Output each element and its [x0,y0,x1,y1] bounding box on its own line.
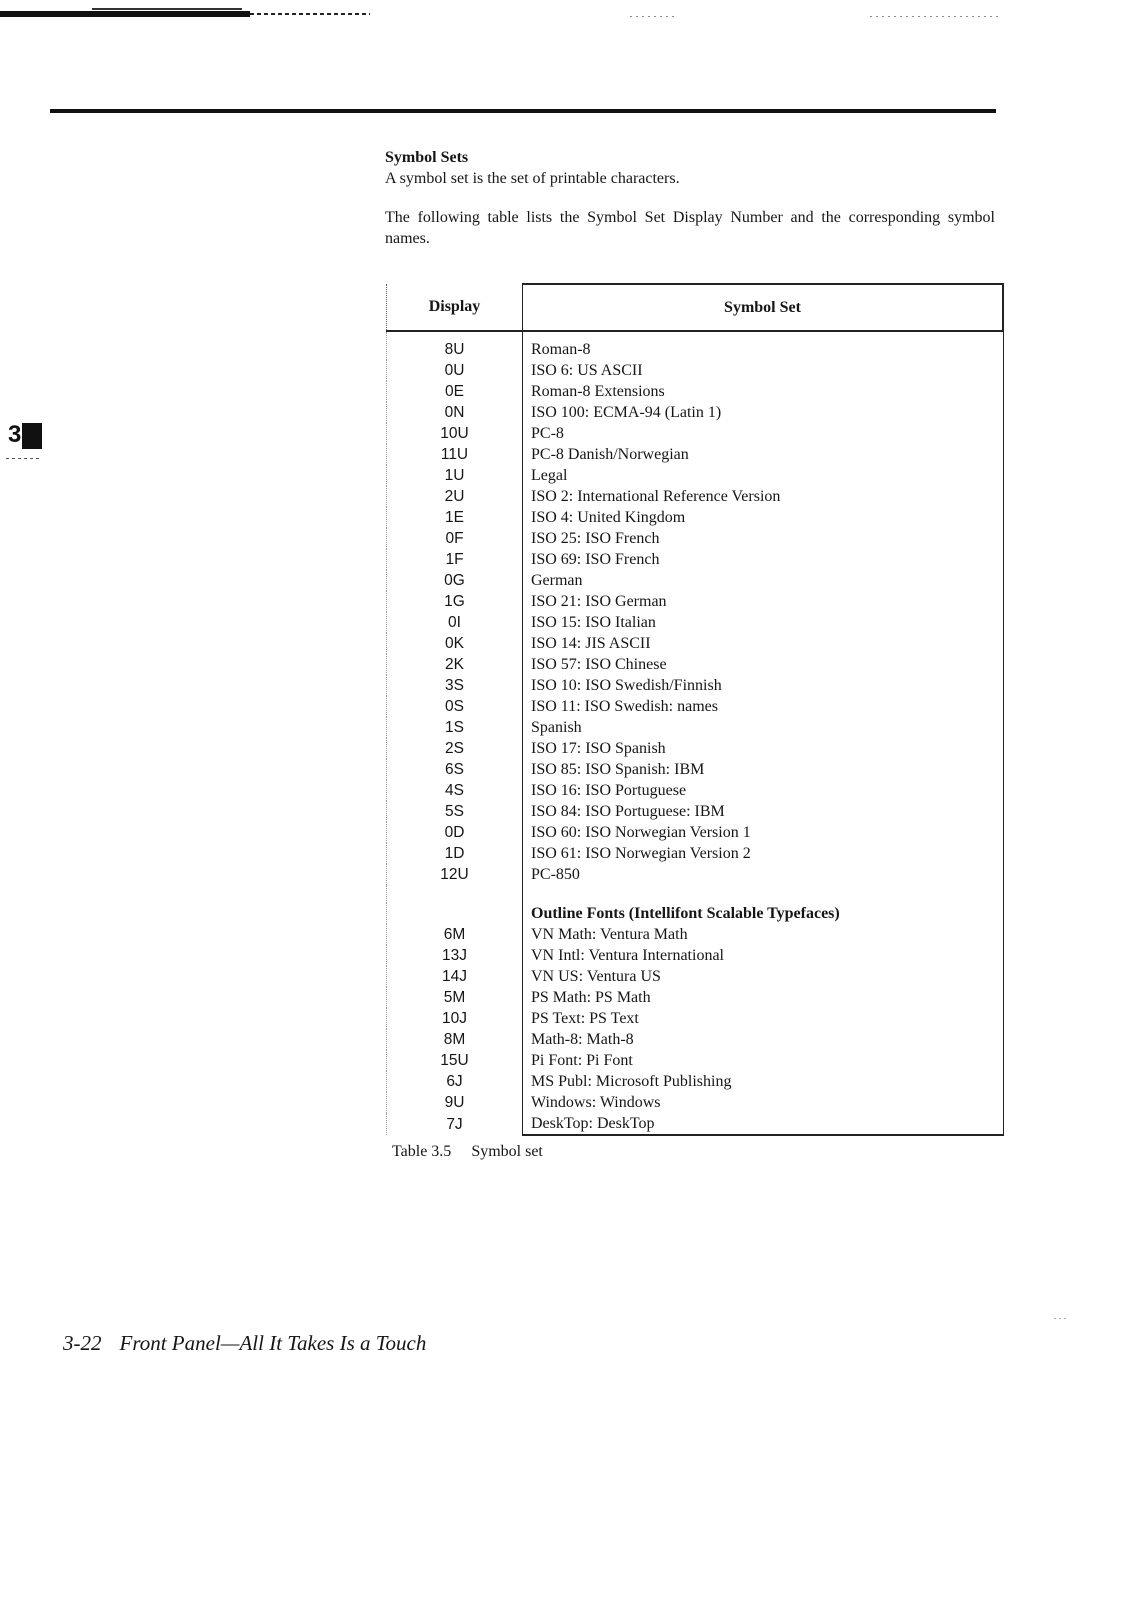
display-code: 0S [387,696,523,717]
symbol-set-name: ISO 10: ISO Swedish/Finnish [523,675,1004,696]
symbol-set-name: PS Text: PS Text [523,1008,1004,1029]
symbol-set-name: ISO 85: ISO Spanish: IBM [523,759,1004,780]
caption-label: Table 3.5 [392,1143,452,1160]
subheading-spacer [387,903,523,924]
table-row [387,331,1004,360]
display-code: 6J [387,1071,523,1092]
table-row [387,486,1004,507]
section-number: 3 [8,421,22,448]
caption-text: Symbol set [471,1143,543,1160]
header-rule [50,109,996,113]
table-row [387,864,1004,885]
section-tab-marker [6,420,46,460]
symbol-set-name: ISO 57: ISO Chinese [523,654,1004,675]
display-code: 2K [387,654,523,675]
table-row [387,759,1004,780]
display-code: 8M [387,1029,523,1050]
table-row [387,738,1004,759]
display-code: 1E [387,507,523,528]
scan-artifact-dots [630,16,675,17]
table-row [387,528,1004,549]
table-row [387,1008,1004,1029]
table-row [387,696,1004,717]
table-row [387,924,1004,945]
display-code: 13J [387,945,523,966]
symbol-set-name: Windows: Windows [523,1092,1004,1113]
symbol-set-name: ISO 11: ISO Swedish: names [523,696,1004,717]
display-code: 0F [387,528,523,549]
symbol-set-name: DeskTop: DeskTop [523,1113,1004,1135]
header-symbol-set: Symbol Set [523,284,1004,331]
symbol-set-name: ISO 17: ISO Spanish [523,738,1004,759]
table-row [387,591,1004,612]
display-code: 1D [387,843,523,864]
symbol-set-name: ISO 61: ISO Norwegian Version 2 [523,843,1004,864]
description-text: The following table lists the Symbol Set Display Number and the corresponding symbol names. [385,209,995,247]
symbol-set-name: ISO 21: ISO German [523,591,1004,612]
table-row [387,801,1004,822]
display-code: 5M [387,987,523,1008]
symbol-set-name: PC-8 Danish/Norwegian [523,444,1004,465]
symbol-set-name: ISO 4: United Kingdom [523,507,1004,528]
display-code: 6M [387,924,523,945]
display-code: 14J [387,966,523,987]
display-code: 1S [387,717,523,738]
symbol-set-name: Pi Font: Pi Font [523,1050,1004,1071]
table-row [387,381,1004,402]
display-code: 1F [387,549,523,570]
page-footer [63,1330,426,1356]
symbol-set-table [386,283,1004,1136]
display-code: 2S [387,738,523,759]
display-code: 0G [387,570,523,591]
display-code: 2U [387,486,523,507]
definition-text: A symbol set is the set of printable characters. [385,170,680,187]
symbol-set-name: MS Publ: Microsoft Publishing [523,1071,1004,1092]
display-code: 0E [387,381,523,402]
spacer-cell [523,885,1004,903]
symbol-set-name: ISO 60: ISO Norwegian Version 1 [523,822,1004,843]
table-row [387,843,1004,864]
display-code: 7J [387,1113,523,1135]
display-code: 11U [387,444,523,465]
table-header-row [387,284,1004,331]
table-row [387,549,1004,570]
symbol-set-name: PS Math: PS Math [523,987,1004,1008]
display-code: 0K [387,633,523,654]
display-code: 3S [387,675,523,696]
display-code: 5S [387,801,523,822]
display-code: 0D [387,822,523,843]
table-row [387,675,1004,696]
table-row [387,945,1004,966]
symbol-set-name: Math-8: Math-8 [523,1029,1004,1050]
display-code: 8U [387,331,523,360]
table-row [387,633,1004,654]
table-body [387,331,1004,1135]
footer-title: Front Panel—All It Takes Is a Touch [119,1331,427,1355]
table-row [387,612,1004,633]
symbol-set-name: ISO 69: ISO French [523,549,1004,570]
symbol-set-name: PC-8 [523,423,1004,444]
symbol-set-name: VN Math: Ventura Math [523,924,1004,945]
table-row [387,822,1004,843]
symbol-set-name: VN Intl: Ventura International [523,945,1004,966]
table-row [387,402,1004,423]
scan-artifact-top [0,8,370,20]
table-row [387,507,1004,528]
table-row [387,1029,1004,1050]
section-heading: Symbol Sets [385,149,469,166]
symbol-set-name: ISO 16: ISO Portuguese [523,780,1004,801]
table-row [387,1050,1004,1071]
table-row [387,966,1004,987]
display-code: 10U [387,423,523,444]
display-code: 4S [387,780,523,801]
table-row [387,1092,1004,1113]
table-row [387,465,1004,486]
table-subheading-row [387,903,1004,924]
symbol-set-name: ISO 6: US ASCII [523,360,1004,381]
display-code: 0N [387,402,523,423]
table-row [387,987,1004,1008]
intro-section [385,147,995,249]
symbol-set-name: VN US: Ventura US [523,966,1004,987]
symbol-set-name: PC-850 [523,864,1004,885]
outline-fonts-heading: Outline Fonts (Intellifont Scalable Typefaces) [523,903,1004,924]
symbol-set-name: Spanish [523,717,1004,738]
display-code: 9U [387,1092,523,1113]
symbol-set-name: ISO 15: ISO Italian [523,612,1004,633]
display-code: 6S [387,759,523,780]
display-code: 15U [387,1050,523,1071]
table-row [387,444,1004,465]
symbol-set-name: ISO 2: International Reference Version [523,486,1004,507]
page-number: 3-22 [63,1331,102,1355]
symbol-set-name: ISO 100: ECMA-94 (Latin 1) [523,402,1004,423]
table-row [387,360,1004,381]
display-code: 1G [387,591,523,612]
scan-artifact-dots [870,16,1000,17]
display-code: 0U [387,360,523,381]
header-display: Display [387,284,523,331]
symbol-set-name: German [523,570,1004,591]
table-row [387,1071,1004,1092]
symbol-set-name: Legal [523,465,1004,486]
table-row [387,1113,1004,1135]
table-row [387,570,1004,591]
symbol-set-name: ISO 25: ISO French [523,528,1004,549]
display-code: 1U [387,465,523,486]
scan-artifact-corner [1054,1318,1066,1319]
display-code: 0I [387,612,523,633]
table-row [387,423,1004,444]
symbol-set-name: ISO 84: ISO Portuguese: IBM [523,801,1004,822]
display-code: 10J [387,1008,523,1029]
table-row [387,717,1004,738]
display-code: 12U [387,864,523,885]
spacer-cell [387,885,523,903]
table-caption [392,1142,543,1162]
table-row [387,654,1004,675]
table-spacer-row [387,885,1004,903]
table-row [387,780,1004,801]
symbol-set-name: Roman-8 [523,331,1004,360]
symbol-set-name: ISO 14: JIS ASCII [523,633,1004,654]
symbol-set-name: Roman-8 Extensions [523,381,1004,402]
